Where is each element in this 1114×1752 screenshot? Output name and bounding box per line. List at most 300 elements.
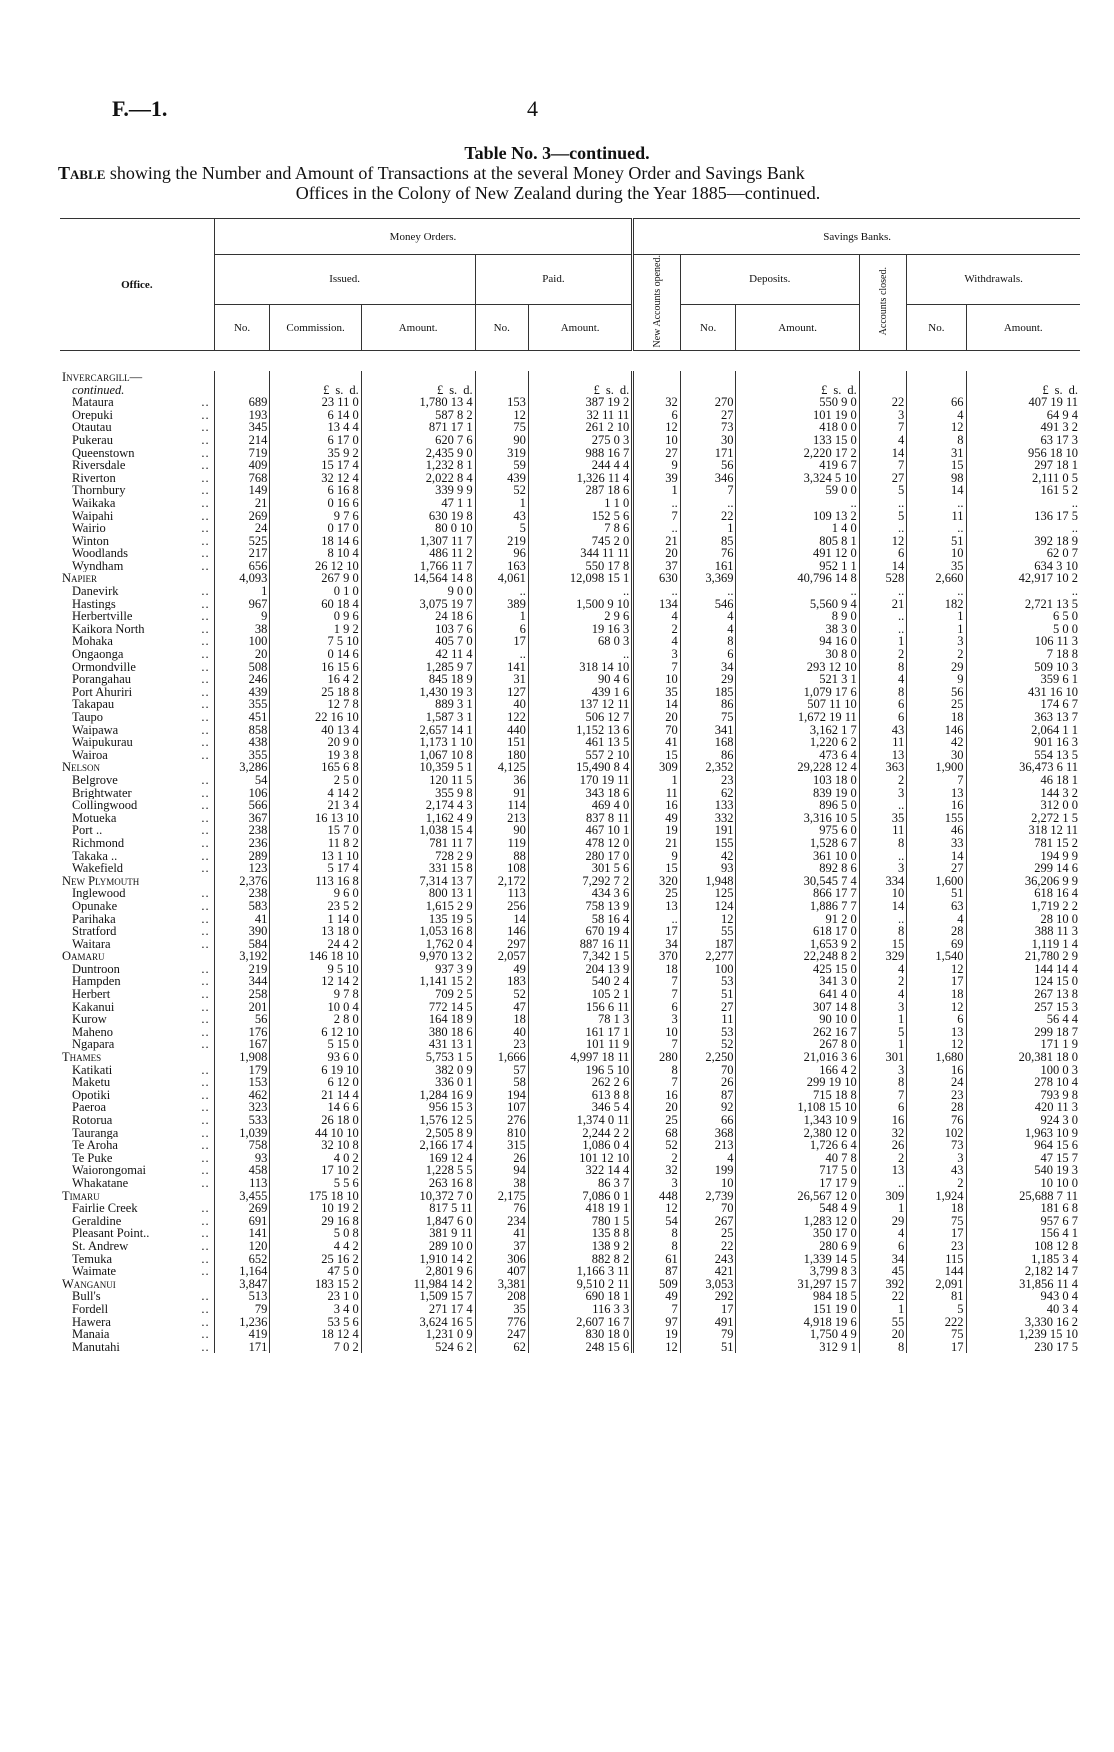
paid-no: 208: [475, 1290, 528, 1303]
table-row: [60, 585, 1080, 598]
accounts-closed: 5: [859, 484, 906, 497]
leader-dots: ..: [201, 610, 210, 623]
paid-no: 52: [475, 484, 528, 497]
issued-commission: 165 6 8: [270, 761, 361, 774]
new-accounts: 8: [633, 1240, 680, 1253]
issued-amount: 2,022 8 4: [361, 472, 475, 485]
leader-dots: ..: [201, 988, 210, 1001]
table-row: [60, 522, 1080, 535]
new-accounts: 134: [633, 598, 680, 611]
office-name: Belgrove ..: [72, 773, 210, 787]
issued-commission: 6 16 8: [270, 484, 361, 497]
table-row: [60, 572, 1080, 585]
leader-dots: ..: [201, 1101, 210, 1115]
withdrawals-no: 15: [907, 459, 966, 472]
deposits-amount: 892 8 6: [736, 862, 859, 875]
deposits-amount: 715 18 8: [736, 1089, 859, 1102]
deposits-amount: 1,343 10 9: [736, 1114, 859, 1127]
office-name: Wairio ..: [72, 522, 210, 535]
withdrawals-no: 6: [907, 1013, 966, 1026]
deposits-no: 73: [680, 421, 736, 434]
issued-commission: 19 3 8: [270, 749, 361, 762]
deposits-no: 22: [680, 510, 736, 523]
issued-amount: 630 19 8: [361, 510, 475, 523]
deposits-no: 1,948: [680, 875, 736, 888]
deposits-amount: 38 3 0: [736, 623, 859, 636]
withdrawals-no: 27: [907, 862, 966, 875]
table-row: [60, 635, 1080, 648]
paid-amount: 837 8 11: [528, 812, 632, 825]
table-row: [60, 472, 1080, 485]
new-accounts: 3: [633, 1177, 680, 1190]
withdrawals-no: 2,660: [907, 572, 966, 585]
issued-amount: 103 7 6: [361, 623, 475, 636]
paid-amount: 170 19 11: [528, 774, 632, 787]
withdrawals-no: 12: [907, 963, 966, 976]
table-row: [60, 1076, 1080, 1089]
unit-d: d.: [349, 383, 359, 397]
paid-no: 62: [475, 1341, 528, 1354]
deposits-no: 75: [680, 711, 736, 724]
issued-amount: 1,615 2 9: [361, 900, 475, 913]
paid-amount: 261 2 10: [528, 421, 632, 434]
office-name: Waiorongomai ..: [72, 1164, 210, 1177]
issued-amount: 1,307 11 7: [361, 535, 475, 548]
withdrawals-no: 81: [907, 1290, 966, 1303]
issued-amount: 11,984 14 2: [361, 1278, 475, 1291]
paid-no: ..: [475, 585, 528, 598]
paid-no: 5: [475, 522, 528, 535]
table-row: [60, 1328, 1080, 1341]
withdrawals-amount: 28 10 0: [966, 913, 1080, 926]
issued-amount: 1,232 8 1: [361, 459, 475, 472]
leader-dots: ..: [201, 446, 210, 460]
withdrawals-no: 35: [907, 560, 966, 573]
table-row: [60, 1164, 1080, 1177]
paid-amount: [528, 371, 632, 384]
withdrawals-no: 1,900: [907, 761, 966, 774]
paid-no: 234: [475, 1215, 528, 1228]
leader-dots: ..: [201, 1340, 210, 1354]
paid-amount: 1,500 9 10: [528, 598, 632, 611]
issued-amount: 1,780 13 4: [361, 396, 475, 409]
table-row: [60, 484, 1080, 497]
paid-amount: 745 2 0: [528, 535, 632, 548]
deposits-no: 85: [680, 535, 736, 548]
office-name: Inglewood ..: [72, 887, 210, 900]
leader-dots: ..: [201, 925, 210, 938]
deposits-amount: 1,886 7 7: [736, 900, 859, 913]
table-row: [60, 1202, 1080, 1215]
paid-amount: 86 3 7: [528, 1177, 632, 1190]
accounts-closed: ..: [859, 913, 906, 926]
withdrawals-amount: 144 3 2: [966, 787, 1080, 800]
issued-no: 1,039: [214, 1127, 270, 1140]
issued-no: 236: [214, 837, 270, 850]
withdrawals-no: 76: [907, 1114, 966, 1127]
issued-commission: 26 12 10: [270, 560, 361, 573]
office-name: Napier: [62, 572, 98, 586]
issued-amount: 1,576 12 5: [361, 1114, 475, 1127]
withdrawals-no: 98: [907, 472, 966, 485]
issued-no: 438: [214, 736, 270, 749]
leader-dots: ..: [201, 849, 210, 863]
withdrawals-amount: ..: [966, 585, 1080, 598]
issued-amount: 1,847 6 0: [361, 1215, 475, 1228]
issued-commission: 18 14 6: [270, 535, 361, 548]
paid-no: 1: [475, 497, 528, 510]
issued-commission: 2 8 0: [270, 1013, 361, 1026]
issued-commission: 22 16 10: [270, 711, 361, 724]
new-accounts: 7: [633, 1076, 680, 1089]
office-name: Riversdale ..: [72, 459, 210, 472]
accounts-closed: 8: [859, 686, 906, 699]
accounts-closed: 1: [859, 635, 906, 648]
withdrawals-amount: 144 14 4: [966, 963, 1080, 976]
paid-amount: 318 14 10: [528, 661, 632, 674]
withdrawals-amount: 964 15 6: [966, 1139, 1080, 1152]
deposits-amount: 40 7 8: [736, 1152, 859, 1165]
deposits-no: 368: [680, 1127, 736, 1140]
leader-dots: ..: [201, 736, 210, 749]
withdrawals-amount: 540 19 3: [966, 1164, 1080, 1177]
paid-amount: 343 18 6: [528, 787, 632, 800]
withdrawals-amount: 1,719 2 2: [966, 900, 1080, 913]
issued-no: 149: [214, 484, 270, 497]
withdrawals-no: 2: [907, 1177, 966, 1190]
paid-amount: 78 1 3: [528, 1013, 632, 1026]
withdrawals-amount: 42,917 10 2: [966, 572, 1080, 585]
paid-no: 75: [475, 421, 528, 434]
deposits-no: 22: [680, 1240, 736, 1253]
issued-no: 1,908: [214, 1051, 270, 1064]
accounts-closed: 6: [859, 711, 906, 724]
table-body: [60, 371, 1080, 1353]
withdrawals-amount: 31,856 11 4: [966, 1278, 1080, 1291]
issued-commission: 6 12 0: [270, 1076, 361, 1089]
paid-no: 146: [475, 925, 528, 938]
issued-commission: 5 17 4: [270, 862, 361, 875]
deposits-amount: 3,162 1 7: [736, 724, 859, 737]
issued-commission: 20 9 0: [270, 736, 361, 749]
deposits-no: 421: [680, 1265, 736, 1278]
issued-commission: 9 7 8: [270, 988, 361, 1001]
issued-amount: 1,162 4 9: [361, 812, 475, 825]
new-accounts: 8: [633, 1227, 680, 1240]
withdrawals-amount: [966, 384, 1080, 397]
deposits-amount: 299 19 10: [736, 1076, 859, 1089]
office-name: Opunake ..: [72, 899, 210, 913]
leader-dots: ..: [201, 1252, 210, 1266]
unit-pound: £: [436, 383, 444, 397]
paid-no: 276: [475, 1114, 528, 1127]
issued-no: 462: [214, 1089, 270, 1102]
leader-dots: ..: [201, 421, 210, 434]
deposits-amount: 103 18 0: [736, 774, 859, 787]
paid-no: 119: [475, 837, 528, 850]
issued-no: 367: [214, 812, 270, 825]
deposits-amount: ..: [736, 497, 859, 510]
new-accounts: 25: [633, 887, 680, 900]
new-accounts: 68: [633, 1127, 680, 1140]
withdrawals-amount: 420 11 3: [966, 1101, 1080, 1114]
paid-amount: 135 8 8: [528, 1227, 632, 1240]
deposits-amount: 361 10 0: [736, 850, 859, 863]
issued-amount: [361, 371, 475, 384]
deposits-no: 100: [680, 963, 736, 976]
issued-commission: 6 12 10: [270, 1026, 361, 1039]
deposits-amount: 31,297 15 7: [736, 1278, 859, 1291]
table-row: [60, 1240, 1080, 1253]
withdrawals-no: 12: [907, 1038, 966, 1051]
table-row: [60, 799, 1080, 812]
new-accounts: 21: [633, 837, 680, 850]
paid-no: 52: [475, 988, 528, 1001]
new-accounts: 7: [633, 510, 680, 523]
accounts-closed: 16: [859, 1114, 906, 1127]
withdrawals-amount: 1,119 1 4: [966, 938, 1080, 951]
deposits-amount: 3,324 5 10: [736, 472, 859, 485]
deposits-amount: 280 6 9: [736, 1240, 859, 1253]
deposits-no: 34: [680, 661, 736, 674]
paid-amount: 116 3 3: [528, 1303, 632, 1316]
deposits-amount: 94 16 0: [736, 635, 859, 648]
paid-amount: 7 8 6: [528, 522, 632, 535]
accounts-closed: ..: [859, 1177, 906, 1190]
issued-no: 967: [214, 598, 270, 611]
issued-no: 323: [214, 1101, 270, 1114]
issued-amount: 1,173 1 10: [361, 736, 475, 749]
paid-amount: 9,510 2 11: [528, 1278, 632, 1291]
table-row: [60, 1038, 1080, 1051]
paid-no: 439: [475, 472, 528, 485]
leader-dots: ..: [201, 773, 210, 787]
table-row: [60, 421, 1080, 434]
withdrawals-amount: 267 13 8: [966, 988, 1080, 1001]
issued-no: 20: [214, 648, 270, 661]
paid-no: 2,175: [475, 1190, 528, 1203]
deposits-no: 3,053: [680, 1278, 736, 1291]
deposits-no: 86: [680, 698, 736, 711]
issued-no: 141: [214, 1227, 270, 1240]
table-row: [60, 459, 1080, 472]
new-accounts: [633, 384, 680, 397]
issued-commission: [270, 384, 361, 397]
deposits-amount: 952 1 1: [736, 560, 859, 573]
issued-amount: 817 5 11: [361, 1202, 475, 1215]
issued-amount: [361, 384, 475, 397]
paid-no: 2,057: [475, 950, 528, 963]
office-name: Wairoa ..: [72, 748, 210, 762]
col-issued-no: No.: [214, 304, 270, 351]
deposits-no: 199: [680, 1164, 736, 1177]
deposits-amount: 109 13 2: [736, 510, 859, 523]
issued-no: 93: [214, 1152, 270, 1165]
paid-amount: 244 4 4: [528, 459, 632, 472]
col-new-accounts: [633, 255, 680, 351]
withdrawals-amount: 171 1 9: [966, 1038, 1080, 1051]
leader-dots: ..: [201, 962, 210, 976]
deposits-amount: 312 9 1: [736, 1341, 859, 1354]
withdrawals-no: 17: [907, 1341, 966, 1354]
paid-amount: 478 12 0: [528, 837, 632, 850]
table-row: [60, 698, 1080, 711]
issued-commission: 10 0 4: [270, 1001, 361, 1014]
issued-commission: 12 7 8: [270, 698, 361, 711]
table-row: [60, 447, 1080, 460]
accounts-closed: 21: [859, 598, 906, 611]
paid-no: 94: [475, 1164, 528, 1177]
issued-no: 858: [214, 724, 270, 737]
withdrawals-amount: 2,182 14 7: [966, 1265, 1080, 1278]
withdrawals-no: 146: [907, 724, 966, 737]
paid-amount: 58 16 4: [528, 913, 632, 926]
office-name: Tauranga ..: [72, 1126, 210, 1140]
issued-amount: 1,587 3 1: [361, 711, 475, 724]
issued-commission: 25 18 8: [270, 686, 361, 699]
leader-dots: ..: [201, 1227, 210, 1240]
withdrawals-amount: 20,381 18 0: [966, 1051, 1080, 1064]
accounts-closed: 3: [859, 1001, 906, 1014]
issued-commission: 23 5 2: [270, 900, 361, 913]
paid-amount: 322 14 4: [528, 1164, 632, 1177]
leader-dots: ..: [201, 522, 210, 535]
office-name: Bull's ..: [72, 1290, 210, 1303]
new-accounts: 20: [633, 711, 680, 724]
new-accounts: 7: [633, 975, 680, 988]
new-accounts: 7: [633, 1303, 680, 1316]
issued-commission: 3 4 0: [270, 1303, 361, 1316]
issued-no: 508: [214, 661, 270, 674]
leader-dots: ..: [201, 635, 210, 649]
table-header: [60, 219, 1080, 371]
paid-amount: 301 5 6: [528, 862, 632, 875]
issued-commission: 4 0 2: [270, 1152, 361, 1165]
deposits-no: 79: [680, 1328, 736, 1341]
paid-amount: 1,152 13 6: [528, 724, 632, 737]
deposits-no: 171: [680, 447, 736, 460]
paid-no: 151: [475, 736, 528, 749]
new-accounts: 7: [633, 661, 680, 674]
withdrawals-amount: 10 10 0: [966, 1177, 1080, 1190]
new-accounts: [633, 371, 680, 384]
deposits-amount: 90 10 0: [736, 1013, 859, 1026]
withdrawals-no: 51: [907, 535, 966, 548]
withdrawals-amount: 2,721 13 5: [966, 598, 1080, 611]
accounts-closed: ..: [859, 497, 906, 510]
deposits-amount: 548 4 9: [736, 1202, 859, 1215]
col-paid-amount: Amount.: [528, 304, 632, 351]
paid-amount: 137 12 11: [528, 698, 632, 711]
paid-amount: 467 10 1: [528, 824, 632, 837]
paid-amount: 12,098 15 1: [528, 572, 632, 585]
unit-s: s.: [449, 383, 458, 397]
issued-amount: 381 9 11: [361, 1227, 475, 1240]
new-accounts: 16: [633, 1089, 680, 1102]
deposits-amount: 262 16 7: [736, 1026, 859, 1039]
accounts-closed: 4: [859, 673, 906, 686]
issued-no: 566: [214, 799, 270, 812]
accounts-closed: ..: [859, 623, 906, 636]
withdrawals-amount: 36,473 6 11: [966, 761, 1080, 774]
accounts-closed: 7: [859, 421, 906, 434]
issued-no: 758: [214, 1139, 270, 1152]
issued-no: 355: [214, 698, 270, 711]
deposits-amount: 267 8 0: [736, 1038, 859, 1051]
withdrawals-amount: 634 3 10: [966, 560, 1080, 573]
paid-no: 49: [475, 963, 528, 976]
withdrawals-no: 1,924: [907, 1190, 966, 1203]
deposits-amount: ..: [736, 585, 859, 598]
paid-no: 96: [475, 547, 528, 560]
paid-amount: 90 4 6: [528, 673, 632, 686]
deposits-no: 70: [680, 1202, 736, 1215]
withdrawals-amount: 278 10 4: [966, 1076, 1080, 1089]
issued-no: 691: [214, 1215, 270, 1228]
withdrawals-no: 13: [907, 1026, 966, 1039]
paid-no: 35: [475, 1303, 528, 1316]
withdrawals-no: 10: [907, 547, 966, 560]
deposits-no: 53: [680, 975, 736, 988]
leader-dots: ..: [201, 899, 210, 913]
accounts-closed: 34: [859, 1253, 906, 1266]
leader-dots: ..: [201, 1063, 210, 1077]
accounts-closed: 6: [859, 698, 906, 711]
leader-dots: ..: [201, 597, 210, 611]
deposits-no: 10: [680, 1177, 736, 1190]
issued-no: 79: [214, 1303, 270, 1316]
withdrawals-amount: 359 6 1: [966, 673, 1080, 686]
withdrawals-amount: 312 0 0: [966, 799, 1080, 812]
table-row: [60, 812, 1080, 825]
deposits-no: 4: [680, 1152, 736, 1165]
issued-no: 176: [214, 1026, 270, 1039]
leader-dots: ..: [201, 912, 210, 926]
office-name: Waikaka ..: [72, 496, 210, 510]
deposits-no: 26: [680, 1076, 736, 1089]
issued-no: 344: [214, 975, 270, 988]
withdrawals-amount: 388 11 3: [966, 925, 1080, 938]
office-name: Richmond ..: [72, 836, 210, 850]
paid-amount: 506 12 7: [528, 711, 632, 724]
issued-no: 390: [214, 925, 270, 938]
deposits-amount: 618 17 0: [736, 925, 859, 938]
paid-amount: 461 13 5: [528, 736, 632, 749]
new-accounts: 52: [633, 1139, 680, 1152]
deposits-amount: 21,016 3 6: [736, 1051, 859, 1064]
withdrawals-no: ..: [907, 585, 966, 598]
withdrawals-no: 14: [907, 850, 966, 863]
issued-commission: 10 19 2: [270, 1202, 361, 1215]
office-name: Pukerau ..: [72, 433, 210, 447]
new-accounts: 70: [633, 724, 680, 737]
deposits-no: 8: [680, 635, 736, 648]
issued-amount: 120 11 5: [361, 774, 475, 787]
withdrawals-no: 1,680: [907, 1051, 966, 1064]
paid-no: 76: [475, 1202, 528, 1215]
issued-commission: 23 11 0: [270, 396, 361, 409]
unit-s: s.: [605, 383, 614, 397]
issued-commission: 7 0 2: [270, 1341, 361, 1354]
issued-no: 458: [214, 1164, 270, 1177]
table-row: [60, 875, 1080, 888]
issued-no: 3,847: [214, 1278, 270, 1291]
office-name: Whakatane ..: [72, 1176, 210, 1190]
col-office: Office.: [60, 219, 214, 351]
paid-no: 315: [475, 1139, 528, 1152]
withdrawals-no: 16: [907, 799, 966, 812]
table-row: [60, 371, 1080, 384]
